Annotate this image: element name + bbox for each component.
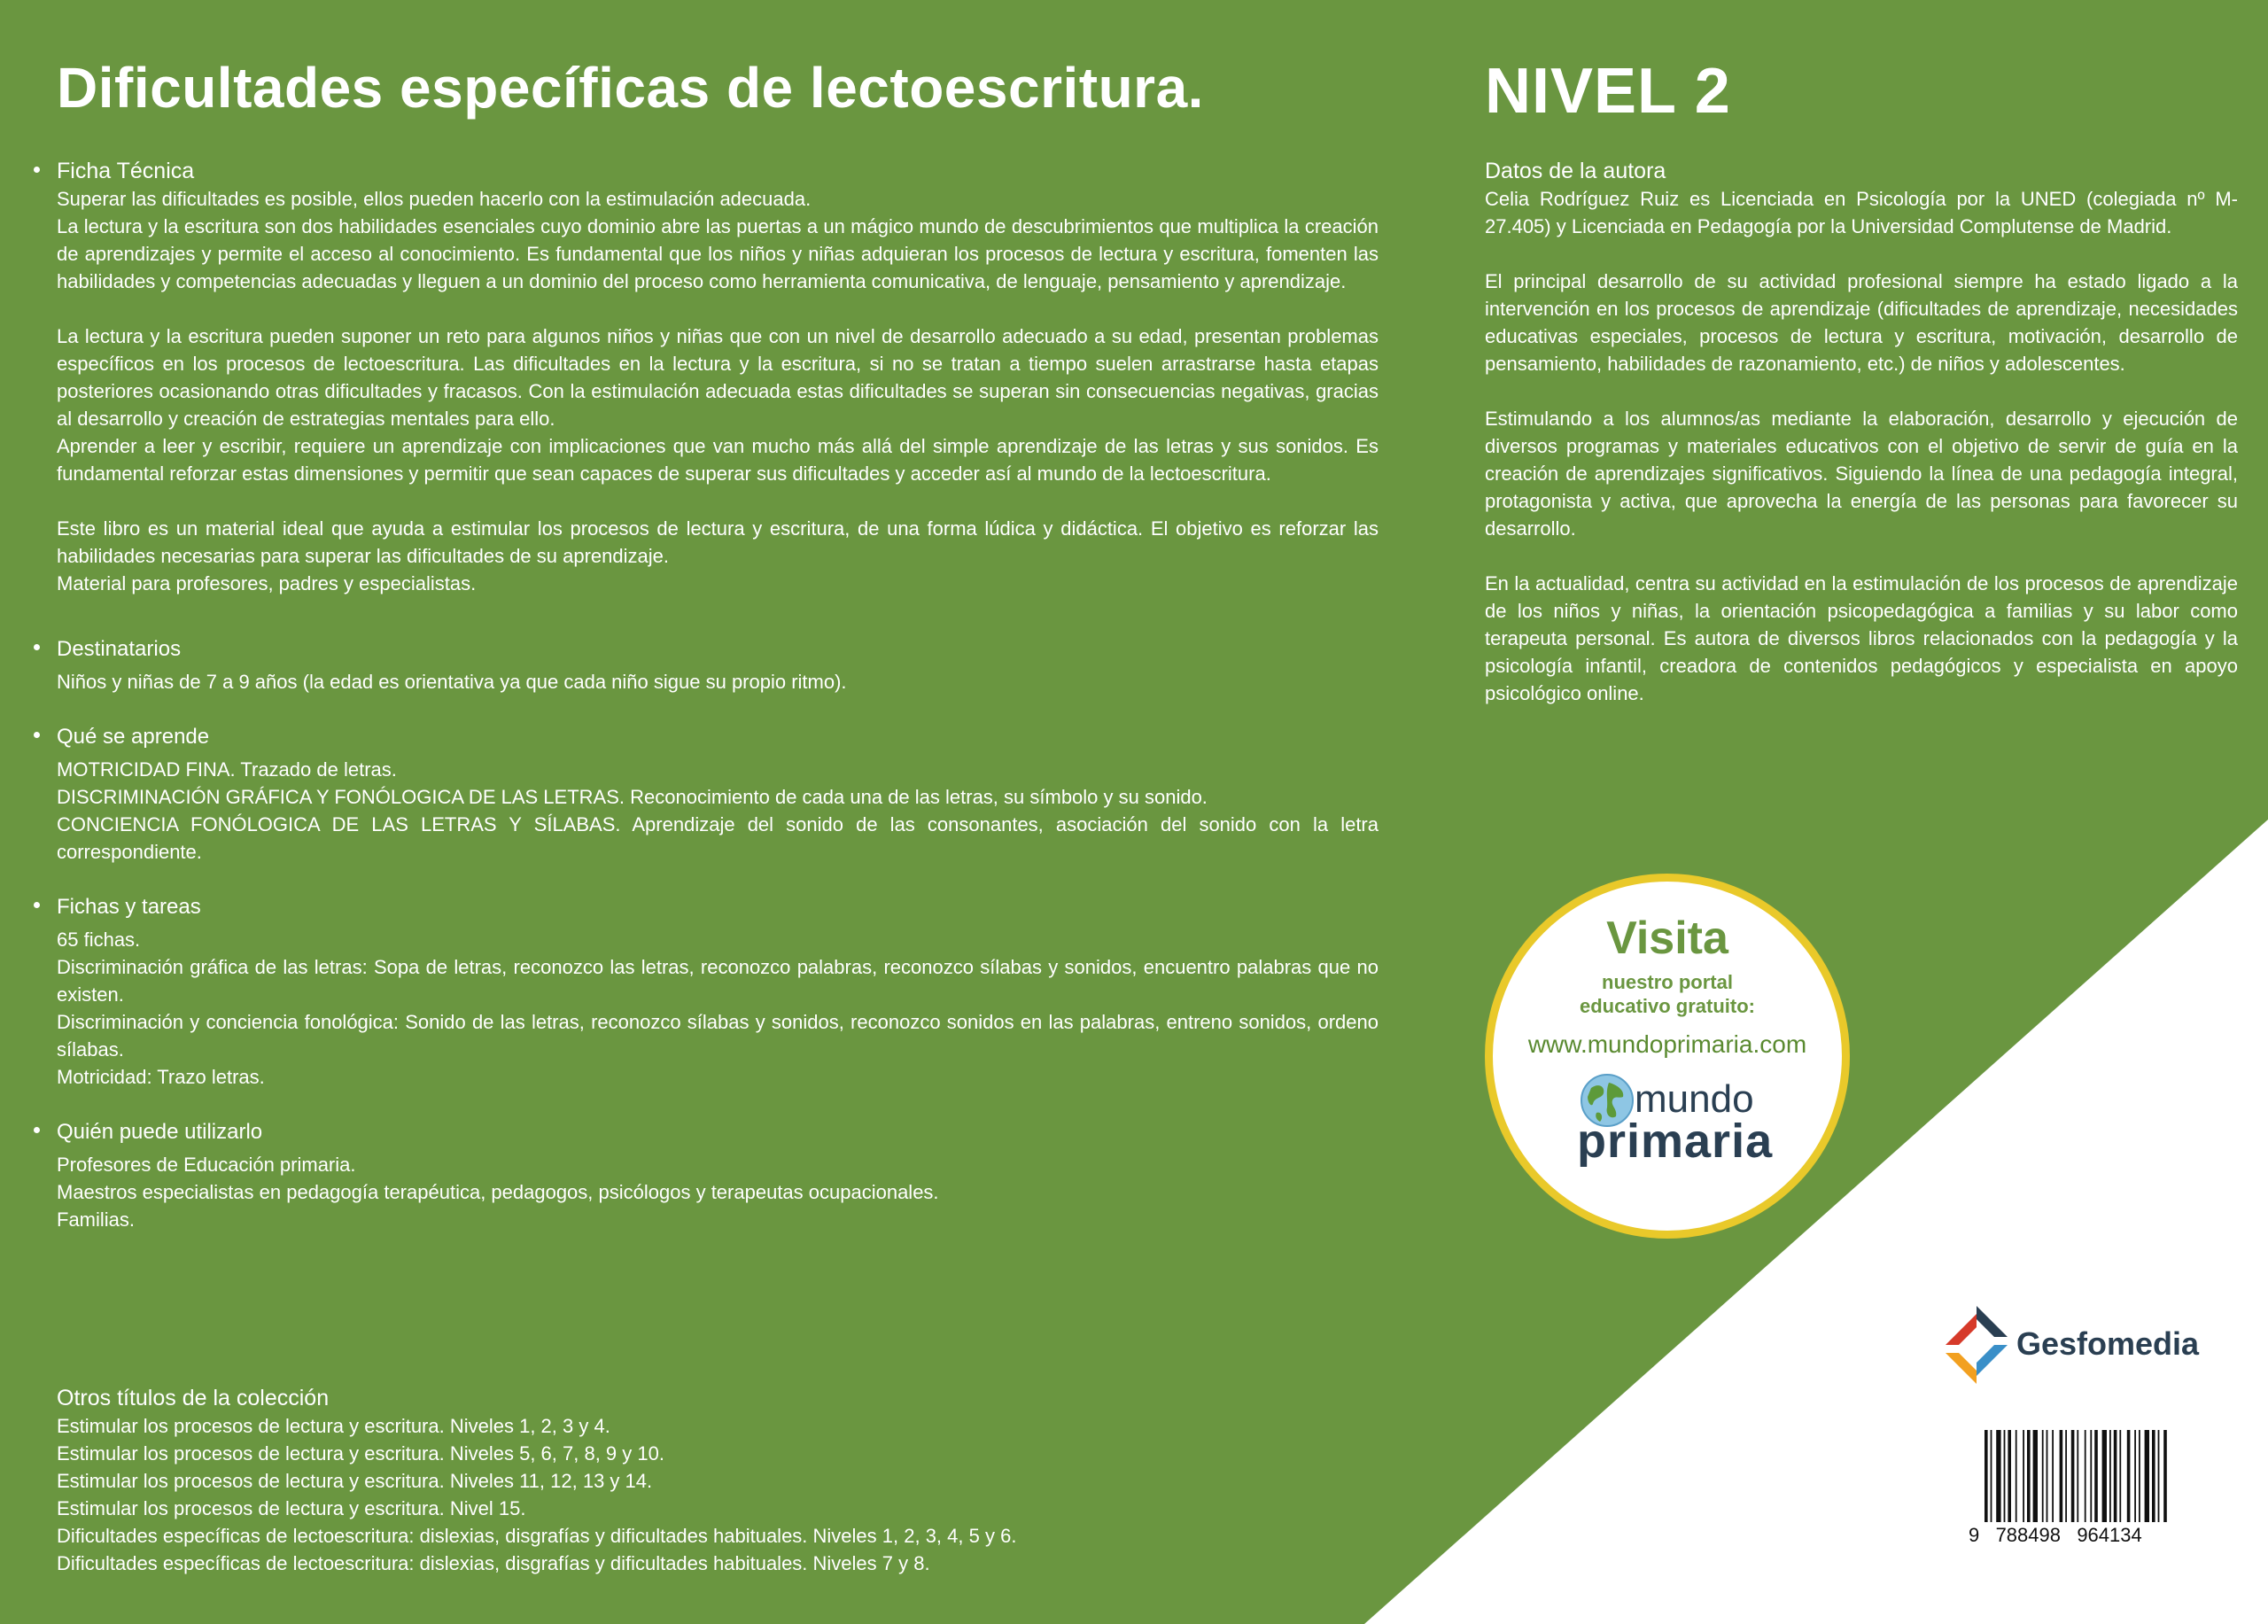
- promo-subtitle-line: educativo gratuito:: [1579, 995, 1755, 1017]
- mundo-primaria-logo-word: primaria: [1577, 1115, 1774, 1168]
- other-title-item: Dificultades específicas de lectoescritura: dislexias, disgrafías y dificultades habituales. Niveles 1, 2, 3, 4, 5 y 6.: [57, 1525, 1017, 1547]
- other-titles: [57, 1385, 1379, 1577]
- author-heading: Datos de la autora: [1485, 159, 1666, 183]
- book-title: Dificultades específicas de lectoescritura.: [57, 56, 1204, 120]
- paragraph: DISCRIMINACIÓN GRÁFICA Y FONÓLOGICA DE LAS LETRAS. Reconocimiento de cada una de las letras, su símbolo y su sonido.: [57, 786, 1208, 808]
- section-quien-puede-utilizarlo: [57, 1118, 1379, 1233]
- author-paragraph: Estimulando a los alumnos/as mediante la elaboración, desarrollo y ejecución de diversos programas y materiales educativos con el objetivo de servir de guía en la creación de aprendizajes significativos. Siguiendo la línea de una pedagogía integral, protagonista y activa, que aprovecha la energía de las personas para favorecer su desarrollo.: [1485, 408, 2238, 540]
- promo-title: Visita: [1606, 913, 1728, 964]
- paragraph: Aprender a leer y escribir, requiere un aprendizaje con implicaciones que van mucho más allá del simple aprendizaje de las letras y sus sonidos. Es fundamental reforzar estas dimensiones y permitir que sean capaces de superar sus dificultades y acceder así al mundo de la lectoescritura.: [57, 435, 1379, 485]
- promo-subtitle: [1493, 970, 1842, 1018]
- bullet-icon: [34, 1127, 40, 1133]
- paragraph: Este libro es un material ideal que ayuda a estimular los procesos de lectura y escritura, de una forma lúdica y didáctica. El objetivo es reforzar las habilidades necesarias para superar las dificultades de su aprendizaje.: [57, 517, 1379, 567]
- bullet-icon: [34, 732, 40, 738]
- left-column: [57, 158, 1379, 1233]
- section-heading: Ficha Técnica: [57, 159, 195, 183]
- paragraph: MOTRICIDAD FINA. Trazado de letras.: [57, 758, 397, 781]
- section-heading: Fichas y tareas: [57, 895, 201, 919]
- author-paragraph: En la actualidad, centra su actividad en la estimulación de los procesos de aprendizaje de los niños y niñas, la orientación psicopedagógica a familias y su labor como terapeuta personal. Es autora de diversos libros relacionados con la pedagogía y la psicología infantil, creadora de contenidos pedagógicos y especialista en apoyo psicológico online.: [1485, 572, 2238, 704]
- section-fichas-y-tareas: [57, 893, 1379, 1091]
- section-destinatarios: [57, 635, 1379, 695]
- level-title: NIVEL 2: [1485, 56, 1731, 127]
- paragraph: Superar las dificultades es posible, ellos pueden hacerlo con la estimulación adecuada.: [57, 188, 812, 210]
- section-heading: Qué se aprende: [57, 725, 210, 749]
- promo-url-link[interactable]: www.mundoprimaria.com: [1527, 1030, 1807, 1058]
- other-title-item: Estimular los procesos de lectura y escritura. Nivel 15.: [57, 1497, 526, 1519]
- author-paragraph: Celia Rodríguez Ruiz es Licenciada en Psicología por la UNED (colegiada nº M-27.405) y Licenciada en Pedagogía por la Universidad Complutense de Madrid.: [1485, 188, 2238, 237]
- bullet-icon: [34, 167, 40, 173]
- section-heading: Quién puede utilizarlo: [57, 1120, 263, 1144]
- paragraph: Motricidad: Trazo letras.: [57, 1066, 265, 1088]
- barcode-icon: [1984, 1430, 2197, 1522]
- gesfomedia-logo-icon: [1946, 1306, 2008, 1384]
- paragraph: Discriminación y conciencia fonológica: Sonido de las letras, reconozco sílabas y sonidos, reconozco sonidos en las palabras, entreno sonidos, ordeno sílabas.: [57, 1011, 1379, 1061]
- other-title-item: Estimular los procesos de lectura y escritura. Niveles 11, 12, 13 y 14.: [57, 1470, 653, 1492]
- section-heading: Destinatarios: [57, 637, 182, 661]
- paragraph: La lectura y la escritura son dos habilidades esenciales cuyo dominio abre las puertas a un mágico mundo de descubrimientos que multiplica la creación de aprendizajes y permite el acceso al conocimiento. Es fundamental que los niños y niñas adquieran los procesos de lectura y escritura, fomenten las habilidades y competencias adecuadas y lleguen a un dominio del proceso como herramienta comunicativa, de lenguaje, pensamiento y aprendizaje.: [57, 215, 1379, 292]
- section-ficha-tecnica: [57, 158, 1379, 597]
- paragraph: Discriminación gráfica de las letras: Sopa de letras, reconozco las letras, reconozco palabras, reconozco sílabas y sonidos, encuentro palabras que no existen.: [57, 956, 1379, 1006]
- other-title-item: Estimular los procesos de lectura y escritura. Niveles 5, 6, 7, 8, 9 y 10.: [57, 1442, 664, 1465]
- paragraph: Niños y niñas de 7 a 9 años (la edad es orientativa ya que cada niño sigue su propio ritmo).: [57, 671, 847, 693]
- promo-subtitle-line: nuestro portal: [1602, 971, 1733, 993]
- paragraph: Profesores de Educación primaria.: [57, 1154, 356, 1176]
- paragraph: 65 fichas.: [57, 929, 141, 951]
- publisher-name: Gesfomedia: [2016, 1325, 2200, 1362]
- paragraph: La lectura y la escritura pueden suponer un reto para algunos niños y niñas que con un nivel de desarrollo adecuado a su edad, presentan problemas específicos en los procesos de lectoescritura. Las dificultades en la lectura y la escritura, si no se tratan a tiempo suelen arrastrarse hasta etapas posteriores ocasionando otras dificultades y fracasos. Con la estimulación adecuada estas dificultades se superan sin consecuencias negativas, gracias al desarrollo y creación de estrategias mentales para ello.: [57, 325, 1379, 430]
- mundo-primaria-logo-word: mundo: [1635, 1077, 1754, 1121]
- paragraph: Maestros especialistas en pedagogía terapéutica, pedagogos, psicólogos y terapeutas ocupacionales.: [57, 1181, 939, 1203]
- bullet-icon: [34, 902, 40, 908]
- bullet-icon: [34, 644, 40, 650]
- other-titles-heading: Otros títulos de la colección: [57, 1386, 330, 1410]
- other-title-item: Dificultades específicas de lectoescritura: dislexias, disgrafías y dificultades habituales. Niveles 7 y 8.: [57, 1552, 930, 1574]
- promo-badge[interactable]: [1485, 874, 1850, 1239]
- barcode-digits: 9 788498 964134: [1969, 1524, 2142, 1546]
- paragraph: CONCIENCIA FONÓLOGICA DE LAS LETRAS Y SÍLABAS. Aprendizaje del sonido de las consonantes, asociación del sonido con la letra correspondiente.: [57, 813, 1379, 863]
- paragraph: Material para profesores, padres y especialistas.: [57, 572, 477, 594]
- paragraph: Familias.: [57, 1208, 136, 1231]
- section-que-se-aprende: [57, 723, 1379, 866]
- author-paragraph: El principal desarrollo de su actividad profesional siempre ha estado ligado a la intervención en los procesos de aprendizaje (dificultades de aprendizaje, necesidades educativas especiales, procesos de lectura y escritura, motivación, desarrollo de pensamiento, habilidades de razonamiento, etc.) de niños y adolescentes.: [1485, 270, 2238, 375]
- author-column: [1485, 158, 2238, 707]
- other-title-item: Estimular los procesos de lectura y escritura. Niveles 1, 2, 3 y 4.: [57, 1415, 610, 1437]
